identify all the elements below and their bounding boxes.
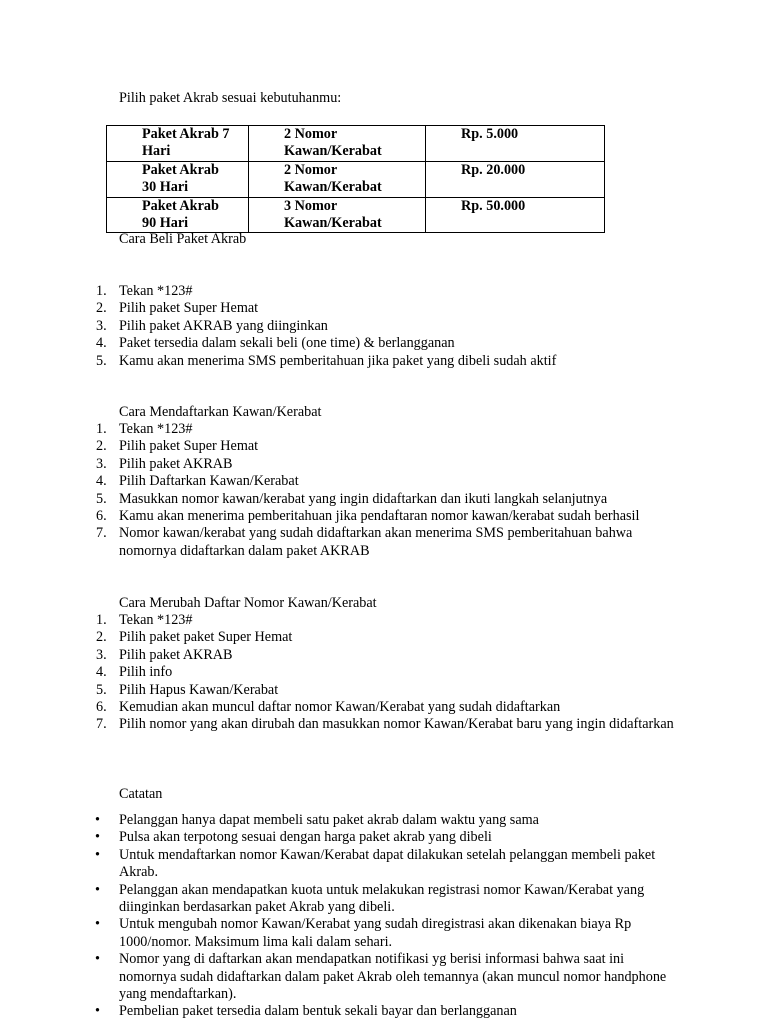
package-name-cell: Paket Akrab 7 Hari: [107, 126, 249, 162]
bullet-icon: •: [95, 916, 100, 933]
list-item: 3. Pilih paket AKRAB: [96, 455, 233, 472]
table-row: [107, 161, 605, 197]
intro-text: Pilih paket Akrab sesuai kebutuhanmu:: [119, 90, 342, 106]
list-item: 4. Pilih Daftarkan Kawan/Kerabat: [96, 473, 299, 490]
list-item: 5. Masukkan nomor kawan/kerabat yang ingin didaftarkan dan ikuti langkah selanjutnya: [96, 490, 608, 507]
package-name-cell: Paket Akrab 90 Hari: [107, 197, 249, 233]
bullet-icon: •: [95, 846, 100, 863]
table-row: [107, 197, 605, 233]
package-price-cell: Rp. 50.000: [426, 197, 605, 233]
list-item: 1. Tekan *123#: [96, 283, 193, 299]
list-item: • Nomor yang di daftarkan akan mendapatkan notifikasi yg berisi informasi bahwa saat ini nomornya sudah didaftarkan dalam paket Akrab oleh temannya (akan muncul nomor handphone yang mendaftarkan).: [95, 951, 667, 1003]
buy-steps-list: [0, 283, 680, 370]
list-item: • Pelanggan akan mendapatkan kuota untuk melakukan registrasi nomor Kawan/Kerabat yang diinginkan berdasarkan paket Akrab yang dibeli.: [95, 881, 645, 916]
list-item: 7. Nomor kawan/kerabat yang sudah didaftarkan akan menerima SMS pemberitahuan bahwa nomornya didaftarkan dalam paket AKRAB: [96, 525, 633, 559]
list-item: 7. Pilih nomor yang akan dirubah dan masukkan nomor Kawan/Kerabat baru yang ingin didaftarkan: [96, 716, 674, 733]
list-item: • Pembelian paket tersedia dalam bentuk sekali bayar dan berlangganan: [95, 1003, 517, 1020]
notes-heading: Catatan: [119, 786, 163, 802]
list-item: • Pelanggan hanya dapat membeli satu paket akrab dalam waktu yang sama: [95, 812, 539, 828]
list-item: • Pulsa akan terpotong sesuai dengan harga paket akrab yang dibeli: [95, 829, 492, 846]
list-item: 2. Pilih paket Super Hemat: [96, 300, 259, 317]
buy-heading: Cara Beli Paket Akrab: [119, 231, 247, 247]
bullet-icon: •: [95, 812, 100, 828]
bullet-icon: •: [95, 829, 100, 846]
register-heading: Cara Mendaftarkan Kawan/Kerabat: [119, 404, 322, 420]
list-item: 6. Kemudian akan muncul daftar nomor Kawan/Kerabat yang sudah didaftarkan: [96, 699, 561, 716]
register-steps-list: [0, 421, 680, 560]
bullet-icon: •: [95, 951, 100, 968]
package-table: [106, 125, 605, 233]
bullet-icon: •: [95, 1003, 100, 1020]
list-item: • Untuk mengubah nomor Kawan/Kerabat yang sudah diregistrasi akan dikenakan biaya Rp 1000/nomor. Maksimum lima kali dalam sehari.: [95, 916, 632, 950]
package-name-cell: Paket Akrab 30 Hari: [107, 161, 249, 197]
package-members-cell: 2 Nomor Kawan/Kerabat: [249, 161, 426, 197]
package-members-cell: 2 Nomor Kawan/Kerabat: [249, 126, 426, 162]
list-item: 4. Paket tersedia dalam sekali beli (one time) & berlangganan: [96, 335, 455, 352]
list-item: • Untuk mendaftarkan nomor Kawan/Kerabat dapat dilakukan setelah pelanggan membeli paket Akrab.: [95, 846, 656, 881]
list-item: 5. Pilih Hapus Kawan/Kerabat: [96, 681, 279, 698]
change-steps-list: [0, 612, 680, 734]
notes-list: [0, 812, 680, 1021]
table-row: [107, 126, 605, 162]
list-item: 6. Kamu akan menerima pemberitahuan jika pendaftaran nomor kawan/kerabat sudah berhasil: [96, 508, 640, 525]
bullet-icon: •: [95, 881, 100, 898]
list-item: 3. Pilih paket AKRAB yang diinginkan: [96, 317, 328, 334]
list-item: 1. Tekan *123#: [96, 612, 193, 628]
package-price-cell: Rp. 20.000: [426, 161, 605, 197]
list-item: 2. Pilih paket paket Super Hemat: [96, 629, 293, 646]
list-item: 1. Tekan *123#: [96, 421, 193, 437]
list-item: 4. Pilih info: [96, 664, 173, 681]
package-price-cell: Rp. 5.000: [426, 126, 605, 162]
list-item: 3. Pilih paket AKRAB: [96, 646, 233, 663]
list-item: 2. Pilih paket Super Hemat: [96, 438, 259, 455]
package-members-cell: 3 Nomor Kawan/Kerabat: [249, 197, 426, 233]
list-item: 5. Kamu akan menerima SMS pemberitahuan jika paket yang dibeli sudah aktif: [96, 352, 557, 369]
change-heading: Cara Merubah Daftar Nomor Kawan/Kerabat: [119, 595, 377, 611]
